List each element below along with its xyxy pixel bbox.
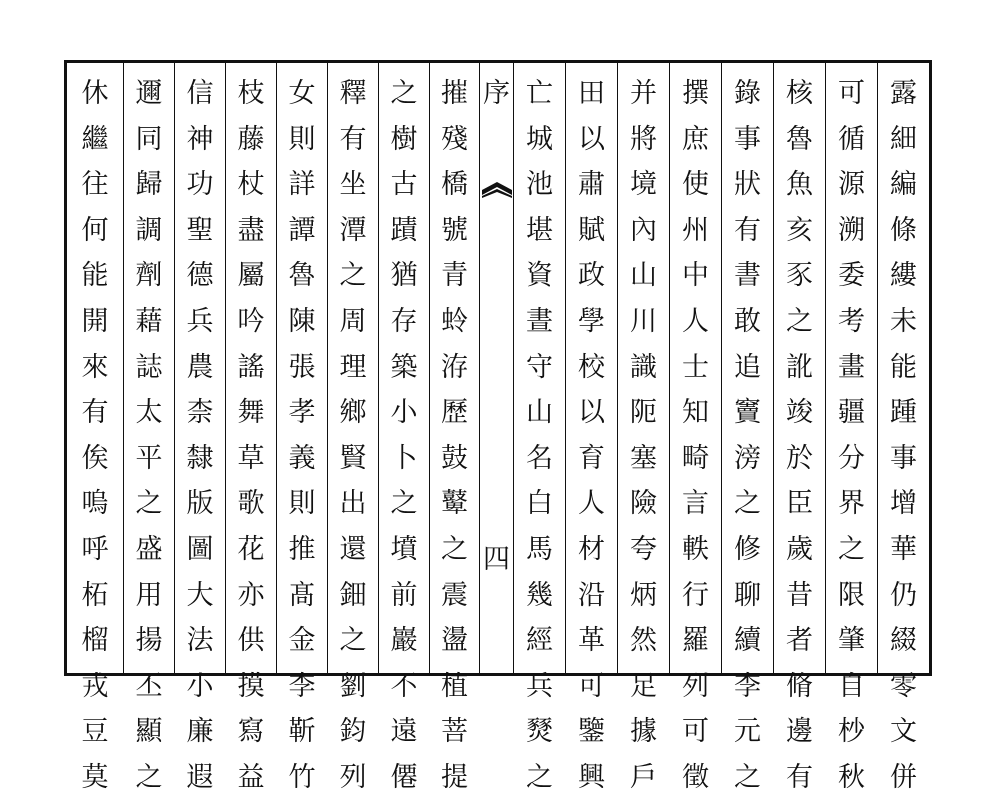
text-column <box>174 63 225 793</box>
section-label: 序 <box>483 78 510 109</box>
column-character: 燹 <box>526 716 553 748</box>
column-character: 枝 <box>237 78 265 109</box>
column-character: 歷 <box>441 397 468 429</box>
column-character: 人 <box>682 305 709 337</box>
column-character: 之 <box>339 260 367 292</box>
column-chars <box>379 71 429 801</box>
column-character: 核 <box>786 78 813 109</box>
fishtail-mark-icon <box>480 181 513 205</box>
column-character: 昔 <box>786 579 813 611</box>
column-chars <box>226 71 276 801</box>
column-character: 嗚 <box>81 488 109 520</box>
column-character: 豕 <box>786 260 813 292</box>
column-character: 古 <box>390 169 418 201</box>
column-character: 然 <box>630 625 657 657</box>
column-character: 藤 <box>237 123 265 155</box>
column-character: 材 <box>578 533 605 565</box>
column-character: 有 <box>81 397 109 429</box>
column-character: 山 <box>630 260 657 292</box>
column-character: 循 <box>838 123 865 155</box>
column-chars <box>826 71 877 801</box>
column-character: 花 <box>237 533 265 565</box>
column-character: 之 <box>390 78 418 109</box>
column-character: 育 <box>578 442 605 474</box>
column-character: 秋 <box>838 761 865 793</box>
column-character: 增 <box>890 488 917 520</box>
column-chars <box>67 71 123 801</box>
column-character: 卜 <box>390 442 418 474</box>
column-character: 呼 <box>81 533 109 565</box>
column-character: 盪 <box>441 625 468 657</box>
column-character: 言 <box>682 488 709 520</box>
column-character: 訛 <box>786 351 813 383</box>
column-character: 鼙 <box>441 488 468 520</box>
column-character: 樹 <box>390 123 418 155</box>
column-character: 肇 <box>838 625 865 657</box>
column-character: 屬 <box>237 260 265 292</box>
column-character: 山 <box>526 397 553 429</box>
column-character: 大 <box>186 579 214 611</box>
column-character: 德 <box>186 260 214 292</box>
column-character: 中 <box>682 260 709 292</box>
column-character: 列 <box>682 670 709 702</box>
text-column <box>225 63 276 793</box>
column-character: 資 <box>526 260 553 292</box>
column-character: 敢 <box>734 305 761 337</box>
column-character: 白 <box>526 488 553 520</box>
column-character: 賦 <box>578 214 605 246</box>
column-character: 并 <box>630 78 657 109</box>
column-character: 馬 <box>526 533 553 565</box>
column-character: 華 <box>890 533 917 565</box>
column-character: 肅 <box>578 169 605 201</box>
column-character: 竹 <box>288 761 316 793</box>
column-character: 不 <box>390 670 418 702</box>
column-character: 盛 <box>135 533 163 565</box>
column-character: 險 <box>630 488 657 520</box>
column-character: 綴 <box>890 625 917 657</box>
column-character: 羅 <box>682 625 709 657</box>
column-character: 往 <box>81 169 109 201</box>
text-column <box>877 63 929 793</box>
column-character: 杖 <box>237 169 265 201</box>
column-character: 堪 <box>526 214 553 246</box>
column-character: 休 <box>81 78 109 109</box>
column-character: 震 <box>441 579 468 611</box>
column-character: 信 <box>186 78 214 109</box>
text-column <box>429 63 479 793</box>
column-character: 功 <box>186 169 214 201</box>
column-character: 豆 <box>81 716 109 748</box>
column-character: 界 <box>838 488 865 520</box>
column-character: 之 <box>441 533 468 565</box>
column-character: 可 <box>838 78 865 109</box>
column-character: 阨 <box>630 397 657 429</box>
column-character: 用 <box>135 579 163 611</box>
column-character: 田 <box>578 78 605 109</box>
column-character: 顯 <box>135 716 163 748</box>
column-character: 源 <box>838 169 865 201</box>
column-character: 菩 <box>441 716 468 748</box>
column-character: 神 <box>186 123 214 155</box>
text-column <box>669 63 721 793</box>
column-character: 能 <box>81 260 109 292</box>
column-character: 寫 <box>237 716 265 748</box>
column-character: 亦 <box>237 579 265 611</box>
column-chars <box>175 71 225 801</box>
column-character: 分 <box>838 442 865 474</box>
column-character: 縷 <box>890 260 917 292</box>
column-character: 鑒 <box>578 716 605 748</box>
column-chars <box>670 71 721 801</box>
column-character: 來 <box>81 351 109 383</box>
column-character: 塞 <box>630 442 657 474</box>
column-character: 晝 <box>526 305 553 337</box>
column-character: 聊 <box>734 579 761 611</box>
column-character: 鼓 <box>441 442 468 474</box>
column-character: 俟 <box>81 442 109 474</box>
column-character: 使 <box>682 169 709 201</box>
column-character: 植 <box>441 670 468 702</box>
column-character: 之 <box>734 761 761 793</box>
column-character: 據 <box>630 716 657 748</box>
column-character: 可 <box>682 716 709 748</box>
column-character: 以 <box>578 123 605 155</box>
column-character: 革 <box>578 625 605 657</box>
column-character: 幾 <box>526 579 553 611</box>
column-character: 僊 <box>390 761 418 793</box>
column-character: 城 <box>526 123 553 155</box>
column-character: 金 <box>288 625 316 657</box>
column-character: 靳 <box>288 716 316 748</box>
column-character: 柰 <box>186 397 214 429</box>
column-character: 經 <box>526 625 553 657</box>
column-character: 政 <box>578 260 605 292</box>
column-character: 益 <box>237 761 265 793</box>
column-character: 夸 <box>630 533 657 565</box>
column-character: 亥 <box>786 214 813 246</box>
column-character: 有 <box>786 761 813 793</box>
column-character: 藉 <box>135 305 163 337</box>
column-character: 誌 <box>135 351 163 383</box>
column-character: 邇 <box>135 78 163 109</box>
column-character: 兵 <box>526 670 553 702</box>
text-column <box>378 63 429 793</box>
column-character: 邊 <box>786 716 813 748</box>
column-character: 名 <box>526 442 553 474</box>
column-character: 魯 <box>786 123 813 155</box>
column-character: 沿 <box>578 579 605 611</box>
column-character: 有 <box>339 123 367 155</box>
column-character: 內 <box>630 214 657 246</box>
text-column <box>123 63 174 793</box>
column-character: 脩 <box>786 670 813 702</box>
column-character: 劉 <box>339 670 367 702</box>
column-character: 號 <box>441 214 468 246</box>
column-character: 校 <box>578 351 605 383</box>
column-character: 詳 <box>288 169 316 201</box>
column-character: 滂 <box>734 442 761 474</box>
column-character: 之 <box>390 488 418 520</box>
column-character: 出 <box>339 488 367 520</box>
column-character: 事 <box>890 442 917 474</box>
text-column <box>276 63 327 793</box>
column-character: 併 <box>890 761 917 793</box>
column-chars <box>774 71 825 801</box>
column-character: 行 <box>682 579 709 611</box>
column-character: 之 <box>135 761 163 793</box>
column-character: 揚 <box>135 625 163 657</box>
column-character: 竣 <box>786 397 813 429</box>
column-character: 則 <box>288 488 316 520</box>
column-character: 戶 <box>630 761 657 793</box>
text-column <box>773 63 825 793</box>
column-character: 墳 <box>390 533 418 565</box>
column-chars <box>722 71 773 801</box>
column-character: 理 <box>339 351 367 383</box>
column-character: 殘 <box>441 123 468 155</box>
column-character: 魚 <box>786 169 813 201</box>
column-chars <box>124 71 174 801</box>
column-chars <box>566 71 617 801</box>
column-character: 歌 <box>237 488 265 520</box>
column-character: 列 <box>339 761 367 793</box>
column-character: 於 <box>786 442 813 474</box>
column-character: 考 <box>838 305 865 337</box>
column-character: 盡 <box>237 214 265 246</box>
column-character: 兵 <box>186 305 214 337</box>
column-character: 識 <box>630 351 657 383</box>
column-character: 川 <box>630 305 657 337</box>
column-character: 續 <box>734 625 761 657</box>
column-character: 零 <box>890 670 917 702</box>
column-character: 以 <box>578 397 605 429</box>
column-character: 仍 <box>890 579 917 611</box>
column-chars <box>328 71 378 801</box>
text-column <box>721 63 773 793</box>
column-character: 前 <box>390 579 418 611</box>
text-column <box>617 63 669 793</box>
column-character: 同 <box>135 123 163 155</box>
column-character: 李 <box>734 670 761 702</box>
column-character: 太 <box>135 397 163 429</box>
column-character: 周 <box>339 305 367 337</box>
column-character: 臣 <box>786 488 813 520</box>
column-character: 莫 <box>81 761 109 793</box>
column-character: 事 <box>734 123 761 155</box>
column-character: 踵 <box>890 397 917 429</box>
column-character: 亡 <box>526 78 553 109</box>
column-character: 橋 <box>441 169 468 201</box>
column-chars <box>878 71 929 801</box>
column-character: 賢 <box>339 442 367 474</box>
column-character: 炳 <box>630 579 657 611</box>
column-character: 開 <box>81 305 109 337</box>
column-character: 人 <box>578 488 605 520</box>
column-character: 摸 <box>237 670 265 702</box>
column-character: 存 <box>390 305 418 337</box>
text-column <box>327 63 378 793</box>
text-column <box>825 63 877 793</box>
column-character: 魯 <box>288 260 316 292</box>
column-character: 小 <box>186 670 214 702</box>
column-character: 文 <box>890 716 917 748</box>
column-character: 築 <box>390 351 418 383</box>
column-character: 洊 <box>441 351 468 383</box>
column-character: 修 <box>734 533 761 565</box>
column-character: 書 <box>734 260 761 292</box>
column-character: 吟 <box>237 305 265 337</box>
column-character: 撰 <box>682 78 709 109</box>
column-character: 境 <box>630 169 657 201</box>
column-character: 守 <box>526 351 553 383</box>
column-character: 限 <box>838 579 865 611</box>
column-character: 農 <box>186 351 214 383</box>
column-character: 釋 <box>339 78 367 109</box>
column-character: 陳 <box>288 305 316 337</box>
column-chars <box>430 71 479 801</box>
column-character: 元 <box>734 716 761 748</box>
column-character: 細 <box>890 123 917 155</box>
column-character: 溯 <box>838 214 865 246</box>
column-character: 之 <box>734 488 761 520</box>
column-character: 繼 <box>81 123 109 155</box>
column-character: 潭 <box>339 214 367 246</box>
text-column <box>513 63 565 793</box>
column-character: 編 <box>890 169 917 201</box>
column-character: 蛉 <box>441 305 468 337</box>
column-character: 委 <box>838 260 865 292</box>
column-character: 興 <box>578 761 605 793</box>
column-character: 鄉 <box>339 397 367 429</box>
column-character: 舞 <box>237 397 265 429</box>
column-character: 謠 <box>237 351 265 383</box>
column-character: 法 <box>186 625 214 657</box>
column-character: 還 <box>339 533 367 565</box>
column-character: 狀 <box>734 169 761 201</box>
column-character: 之 <box>838 533 865 565</box>
column-character: 畫 <box>838 351 865 383</box>
column-character: 疆 <box>838 397 865 429</box>
column-character: 孝 <box>288 397 316 429</box>
column-character: 張 <box>288 351 316 383</box>
column-character: 竇 <box>734 397 761 429</box>
column-character: 戎 <box>81 670 109 702</box>
column-character: 追 <box>734 351 761 383</box>
column-character: 柘 <box>81 579 109 611</box>
text-frame <box>64 60 932 793</box>
column-character: 遠 <box>390 716 418 748</box>
column-character: 平 <box>135 442 163 474</box>
column-character: 條 <box>890 214 917 246</box>
column-character: 丕 <box>135 670 163 702</box>
column-character: 歸 <box>135 169 163 201</box>
column-chars <box>514 71 565 801</box>
column-character: 之 <box>786 305 813 337</box>
column-character: 鈞 <box>339 716 367 748</box>
column-character: 髙 <box>288 579 316 611</box>
text-column <box>67 63 123 793</box>
column-character: 隸 <box>186 442 214 474</box>
column-character: 蹟 <box>390 214 418 246</box>
column-character: 小 <box>390 397 418 429</box>
column-character: 巖 <box>390 625 418 657</box>
column-character: 能 <box>890 351 917 383</box>
page-number: 四 <box>483 544 510 575</box>
column-character: 義 <box>288 442 316 474</box>
column-character: 杪 <box>838 716 865 748</box>
column-character: 猶 <box>390 260 418 292</box>
column-character: 版 <box>186 488 214 520</box>
column-character: 州 <box>682 214 709 246</box>
column-character: 可 <box>578 670 605 702</box>
column-character: 何 <box>81 214 109 246</box>
column-character: 將 <box>630 123 657 155</box>
column-character: 池 <box>526 169 553 201</box>
column-character: 學 <box>578 305 605 337</box>
column-character: 士 <box>682 351 709 383</box>
column-character: 之 <box>526 761 553 793</box>
column-character: 調 <box>135 214 163 246</box>
column-character: 廉 <box>186 716 214 748</box>
column-character: 圖 <box>186 533 214 565</box>
column-character: 未 <box>890 305 917 337</box>
column-character: 女 <box>288 78 316 109</box>
column-character: 榴 <box>81 625 109 657</box>
column-character: 鈿 <box>339 579 367 611</box>
column-character: 徵 <box>682 761 709 793</box>
column-character: 露 <box>890 78 917 109</box>
column-character: 者 <box>786 625 813 657</box>
column-character: 之 <box>135 488 163 520</box>
column-character: 錄 <box>734 78 761 109</box>
column-character: 譚 <box>288 214 316 246</box>
text-column <box>565 63 617 793</box>
column-character: 供 <box>237 625 265 657</box>
column-character: 草 <box>237 442 265 474</box>
column-character: 庶 <box>682 123 709 155</box>
column-character: 提 <box>441 761 468 793</box>
column-character: 劑 <box>135 260 163 292</box>
column-chars <box>618 71 669 801</box>
column-character: 聖 <box>186 214 214 246</box>
column-character: 畸 <box>682 442 709 474</box>
column-character: 青 <box>441 260 468 292</box>
column-character: 有 <box>734 214 761 246</box>
column-character: 之 <box>339 625 367 657</box>
column-character: 則 <box>288 123 316 155</box>
center-gutter <box>479 63 513 673</box>
column-character: 李 <box>288 670 316 702</box>
column-character: 足 <box>630 670 657 702</box>
column-character: 歲 <box>786 533 813 565</box>
column-character: 自 <box>838 670 865 702</box>
column-character: 坐 <box>339 169 367 201</box>
column-character: 遐 <box>186 761 214 793</box>
column-chars <box>277 71 327 801</box>
column-character: 知 <box>682 397 709 429</box>
column-character: 摧 <box>441 78 468 109</box>
column-character: 軼 <box>682 533 709 565</box>
column-character: 推 <box>288 533 316 565</box>
